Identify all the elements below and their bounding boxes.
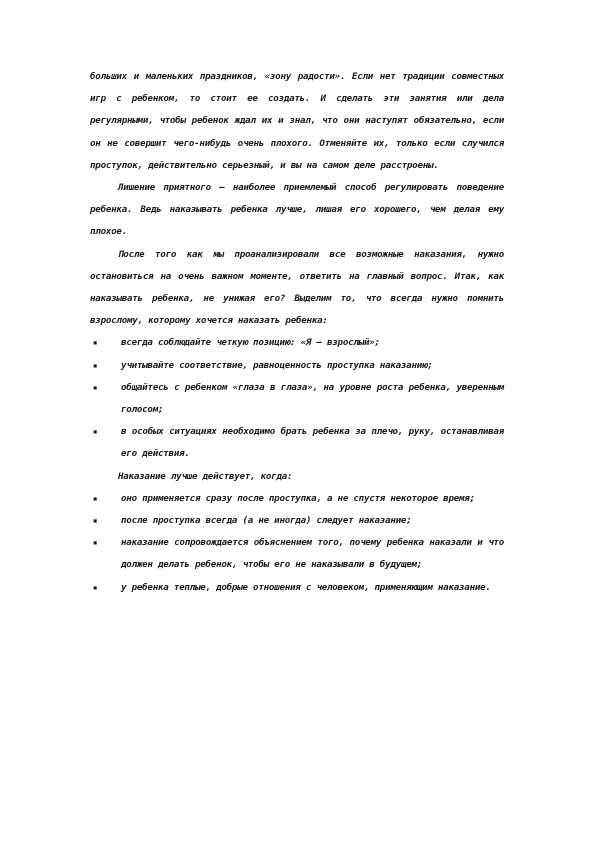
document-body bbox=[90, 66, 504, 599]
list-item bbox=[90, 532, 504, 576]
paragraph-deprivation: Лишение приятного – наиболее приемлемый способ регулировать поведение ребенка. Ведь наказывать ребенка лучше, лишая его хорошего, чем делая ему плохое. bbox=[90, 182, 504, 238]
list-item bbox=[90, 510, 504, 532]
list-item bbox=[90, 577, 504, 599]
bullet-icon: ▪ bbox=[92, 427, 98, 437]
paragraph-continuation: больших и маленьких праздников, «зону радости». Если нет традиции совместных игр с ребенком, то стоит ее создать. И сделать эти занятия или дела регулярными, чтобы ребенок ждал их и знал, что они наступят обязательно, если он не совершит чего-нибудь очень плохого. Отменяйте их, только если случился проступок, действительно серьезный, и вы на самом деле расстроены. bbox=[90, 71, 504, 171]
bullet-icon: ▪ bbox=[92, 516, 98, 526]
list-item bbox=[90, 488, 504, 510]
list-item-text: оно применяется сразу после проступка, а не спустя некоторое время; bbox=[121, 492, 475, 504]
list-item-text: после проступка всегда (а не иногда) следует наказание; bbox=[121, 515, 412, 527]
list-item-text: у ребенка теплые, добрые отношения с человеком, применяющим наказание. bbox=[121, 581, 491, 593]
bullet-icon: ▪ bbox=[92, 360, 98, 370]
list-item bbox=[90, 332, 504, 354]
list-item bbox=[90, 377, 504, 421]
subheading: Наказание лучше действует, когда: bbox=[118, 470, 293, 482]
bullet-icon: ▪ bbox=[92, 382, 98, 392]
list-item bbox=[90, 355, 504, 377]
paragraph-how-to-punish: После того как мы проанализировали все возможные наказания, нужно остановиться на очень важном моменте, ответить на главный вопрос. Итак, как наказывать ребенка, не унижая его? Выделим то, что всегда нужно помнить взрослому, которому хочется наказать ребенка: bbox=[90, 248, 504, 327]
conditions-list bbox=[90, 488, 504, 599]
list-item-text: всегда соблюдайте четкую позицию: «Я – взрослый»; bbox=[121, 337, 380, 349]
bullet-icon: ▪ bbox=[92, 538, 98, 548]
rules-list bbox=[90, 332, 504, 465]
list-item-text: наказание сопровождается объяснением того, почему ребенка наказали и что должен делать ребенок, чтобы его не наказывали в будущем; bbox=[121, 537, 504, 571]
bullet-icon: ▪ bbox=[92, 493, 98, 503]
bullet-icon: ▪ bbox=[92, 582, 98, 592]
list-item-text: общайтесь с ребенком «глаза в глаза», на уровне роста ребенка, уверенным голосом; bbox=[121, 381, 504, 416]
bullet-icon: ▪ bbox=[92, 338, 98, 348]
list-item-text: в особых ситуациях необходимо брать ребенка за плечо, руку, останавливая его действия. bbox=[121, 426, 504, 460]
list-item-text: учитывайте соответствие, равноценность проступка наказанию; bbox=[121, 359, 433, 371]
list-item bbox=[90, 421, 504, 465]
